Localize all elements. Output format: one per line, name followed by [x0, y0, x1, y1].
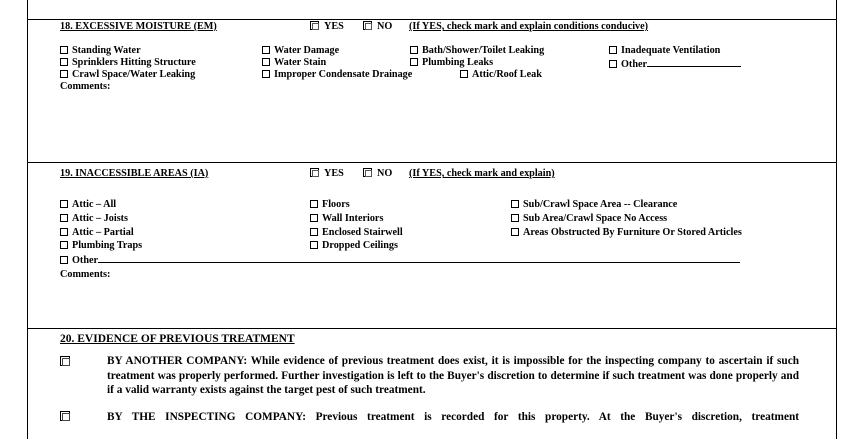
checkbox-icon[interactable]	[310, 214, 318, 222]
ia-option[interactable]: Areas Obstructed By Furniture Or Stored Articles	[511, 226, 742, 240]
checkbox-icon[interactable]	[310, 241, 318, 249]
section-20-title: 20. EVIDENCE OF PREVIOUS TREATMENT	[60, 333, 295, 345]
checkbox-icon[interactable]	[511, 214, 519, 222]
em-option[interactable]: Sprinklers Hitting Structure	[60, 57, 196, 69]
ia-option[interactable]: Attic – Partial	[60, 226, 740, 240]
ia-option[interactable]: Plumbing Traps	[60, 239, 740, 253]
another-company-checkbox[interactable]	[60, 356, 70, 366]
checkbox-icon[interactable]	[60, 46, 68, 54]
checkbox-icon[interactable]	[262, 58, 270, 66]
checkbox-icon[interactable]	[609, 60, 617, 68]
checkbox-icon[interactable]	[511, 200, 519, 208]
em-option[interactable]: Plumbing Leaks	[410, 57, 544, 69]
inspecting-company-text: BY THE INSPECTING COMPANY: Previous treatment is recorded for this property. At the Buyer's discretion, treatment	[107, 411, 799, 423]
ia-option[interactable]: Enclosed Stairwell	[310, 226, 403, 240]
checkbox-icon[interactable]	[60, 70, 68, 78]
section-17-tail	[27, 0, 837, 20]
checkbox-icon[interactable]	[262, 70, 270, 78]
em-no-option[interactable]: NO	[363, 21, 392, 33]
checkbox-icon[interactable]	[60, 200, 68, 208]
comments-label: Comments:	[60, 81, 111, 92]
ia-option[interactable]: Attic – Joists	[60, 212, 740, 226]
ia-option-other[interactable]: Other	[60, 253, 740, 268]
another-company-text: BY ANOTHER COMPANY: While evidence of previous treatment does exist, it is impossible for the inspecting company to ascertain if such treatment was properly performed. Further investigation is left to the Buyer's discretion to determine if such treatment was done properly and if a valid warranty exists against the target pest of such treatment.	[107, 355, 799, 396]
section-18-title: 18. EXCESSIVE MOISTURE (EM)	[60, 21, 217, 32]
inspecting-company-checkbox[interactable]	[60, 411, 70, 421]
checkbox-icon[interactable]	[60, 58, 68, 66]
checkbox-icon[interactable]	[262, 46, 270, 54]
em-option[interactable]: Inadequate Ventilation	[609, 45, 741, 57]
checkbox-icon[interactable]	[363, 168, 372, 177]
ia-yes-option[interactable]: YES	[310, 168, 344, 180]
checkbox-icon[interactable]	[60, 256, 68, 264]
checkbox-icon[interactable]	[310, 21, 319, 30]
other-line[interactable]	[98, 253, 740, 263]
ia-no-option[interactable]: NO	[363, 168, 392, 180]
ia-instruction: (If YES, check mark and explain)	[409, 168, 555, 179]
em-yes-option[interactable]: YES	[310, 21, 344, 33]
ia-col3	[511, 198, 742, 239]
section-19-title: 19. INACCESSIBLE AREAS (IA)	[60, 168, 209, 179]
ia-option[interactable]: Wall Interiors	[310, 212, 403, 226]
em-col4	[609, 45, 741, 71]
em-option[interactable]: Crawl Space/Water Leaking	[60, 69, 196, 81]
ia-option[interactable]: Dropped Ceilings	[310, 239, 403, 253]
checkbox-icon[interactable]	[410, 58, 418, 66]
checkbox-icon[interactable]	[60, 228, 68, 236]
checkbox-icon[interactable]	[310, 168, 319, 177]
checkbox-icon[interactable]	[511, 228, 519, 236]
checkbox-icon[interactable]	[60, 241, 68, 249]
checkbox-icon[interactable]	[310, 200, 318, 208]
checkbox-icon[interactable]	[310, 228, 318, 236]
ia-option[interactable]: Sub/Crawl Space Area -- Clearance	[511, 198, 742, 212]
ia-option[interactable]: Attic – All	[60, 198, 740, 212]
ia-option[interactable]: Sub Area/Crawl Space No Access	[511, 212, 742, 226]
em-option[interactable]: Bath/Shower/Toilet Leaking	[410, 45, 544, 57]
em-col1	[60, 45, 196, 93]
em-option[interactable]: Water Damage	[262, 45, 412, 57]
em-option[interactable]: Standing Water	[60, 45, 196, 57]
other-line[interactable]	[647, 57, 741, 67]
em-option[interactable]: Improper Condensate Drainage	[262, 69, 412, 81]
em-option[interactable]: Water Stain	[262, 57, 412, 69]
em-col3	[410, 45, 544, 81]
em-instruction: (If YES, check mark and explain conditions conducive)	[409, 21, 649, 32]
comments-label: Comments:	[60, 268, 111, 280]
checkbox-icon[interactable]	[609, 46, 617, 54]
ia-col2	[310, 198, 403, 253]
checkbox-icon[interactable]	[410, 46, 418, 54]
em-option-other[interactable]: Other	[609, 57, 741, 71]
em-option[interactable]: Attic/Roof Leak	[460, 69, 544, 81]
ia-option[interactable]: Floors	[310, 198, 403, 212]
checkbox-icon[interactable]	[460, 70, 468, 78]
checkbox-icon[interactable]	[60, 214, 68, 222]
em-col2	[262, 45, 412, 81]
checkbox-icon[interactable]	[363, 21, 372, 30]
